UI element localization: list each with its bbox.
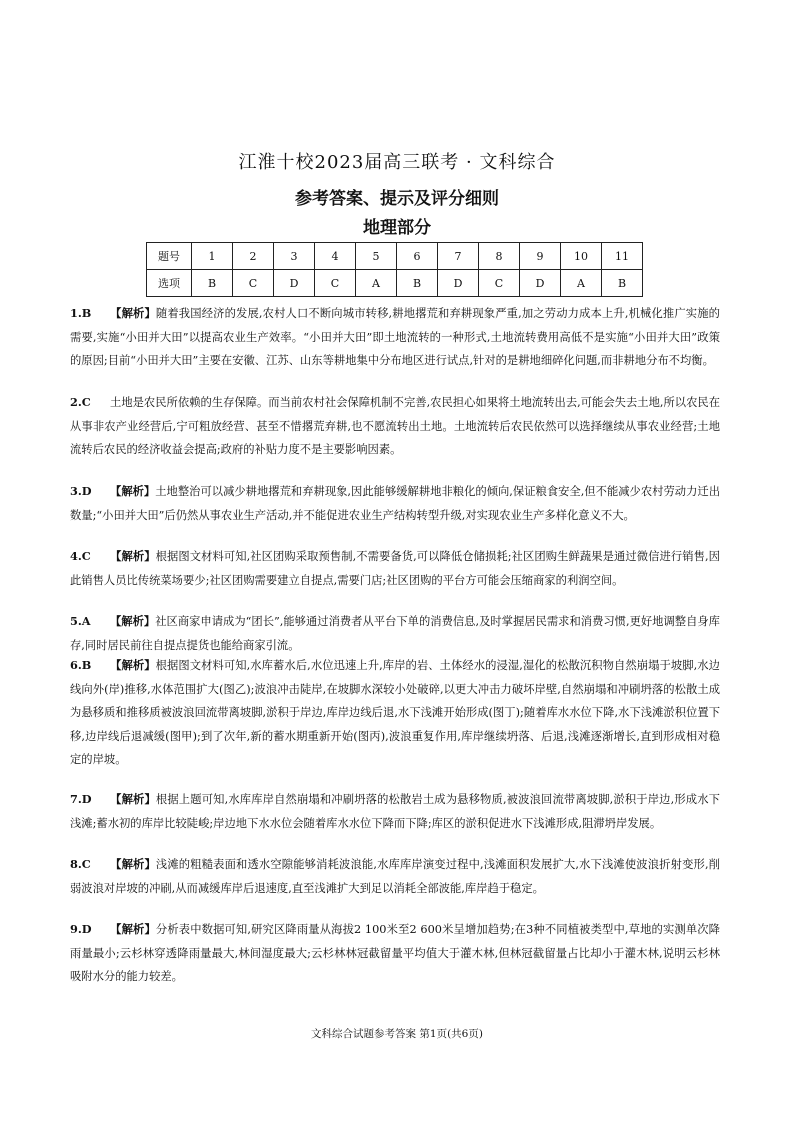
- item-number: 6.B: [70, 658, 92, 672]
- answer-choice: C: [233, 270, 274, 297]
- question-number: 5: [356, 243, 397, 270]
- answer-choice: B: [602, 270, 643, 297]
- item-text: 分析表中数据可知,研究区降雨量从海拔2 100米至2 600米呈增加趋势;在3种不同植被类型中,草地的实测单次降雨量最小;云杉林穿透降雨量最大,林间湿度最大;云杉林林冠截留量平均值大于灌木林,但林冠截留量占比却小于灌木林,说明云杉林吸附水分的能力较差。: [70, 923, 720, 983]
- item-tag: 【解析】: [110, 549, 156, 563]
- answer-table-row-label: 选项: [147, 270, 192, 297]
- explanation-item: [70, 391, 720, 462]
- explanation-item: [70, 788, 720, 835]
- item-number: 9.D: [70, 922, 92, 936]
- question-number: 7: [438, 243, 479, 270]
- question-number: 2: [233, 243, 274, 270]
- page-footer: 文科综合试题参考答案 第1页(共6页): [311, 1028, 483, 1040]
- item-number: 2.C: [70, 395, 91, 409]
- item-text: 浅滩的粗糙表面和透水空隙能够消耗波浪能,水库库岸演变过程中,浅滩面积发展扩大,水下浅滩使波浪折射变形,削弱波浪对岸坡的冲刷,从而减缓库岸后退速度,直至浅滩扩大到足以消耗全部波能,库岸趋于稳定。: [70, 858, 720, 895]
- explanation-item: [70, 853, 720, 900]
- answer-table-answer-row: [147, 270, 643, 297]
- answer-choice: A: [356, 270, 397, 297]
- question-number: 6: [397, 243, 438, 270]
- section-heading: 地理部分: [363, 218, 431, 238]
- item-tag: 【解析】: [110, 658, 156, 672]
- item-text: 根据图文材料可知,水库蓄水后,水位迅速上升,库岸的岩、土体经水的浸湿,湿化的松散沉积物自然崩塌于坡脚,水边线向外(岸)推移,水体范围扩大(图乙);波浪冲击陡岸,在坡脚水深较小处破碎,以更大冲击力破坏岸壁,自然崩塌和冲刷坍落的松散土成为悬移质和推移质被波浪回流带离坡脚,淤积于岸边,库岸边线后退,水下浅滩开始形成(图丁);随着库水水位下降,水下浅滩淤积位置下移,边岸线后退减缓(图甲);到了次年,新的蓄水期重新开始(图丙),波浪重复作用,库岸继续坍落、后退,浅滩逐渐增长,直到形成相对稳定的岸坡。: [70, 659, 720, 766]
- answer-table-number-row: [147, 243, 643, 270]
- item-text: 社区商家申请成为“团长”,能够通过消费者从平台下单的消费信息,及时掌握居民需求和消费习惯,更好地调整自身库存,同时居民前往自提点提货也能给商家引流。: [70, 615, 720, 652]
- explanation-item: [70, 610, 720, 657]
- item-tag: 【解析】: [110, 484, 156, 498]
- item-tag: 【解析】: [110, 922, 156, 936]
- page-title: 江淮十校2023届高三联考 · 文科综合: [238, 152, 556, 173]
- question-number: 1: [192, 243, 233, 270]
- answer-choice: D: [438, 270, 479, 297]
- answer-table: [146, 242, 643, 297]
- item-number: 5.A: [70, 614, 91, 628]
- explanation-item: [70, 545, 720, 592]
- item-number: 4.C: [70, 549, 91, 563]
- answer-choice: B: [397, 270, 438, 297]
- item-tag: 【解析】: [110, 306, 156, 320]
- item-text: 根据上题可知,水库库岸自然崩塌和冲刷坍落的松散岩土成为悬移物质,被波浪回流带离坡脚,淤积于岸边,形成水下浅滩;蓄水初的库岸比较陡峻;岸边地下水水位会随着库水水位下降而下降;库区的淤积促进水下浅滩形成,阻滞坍岸发展。: [70, 793, 720, 830]
- item-text: 根据图文材料可知,社区团购采取预售制,不需要备货,可以降低仓储损耗;社区团购生鲜蔬果是通过微信进行销售,因此销售人员比传统菜场要少;社区团购需要建立自提点,需要门店;社区团购的平台方可能会压缩商家的利润空间。: [70, 550, 720, 587]
- explanation-item: [70, 654, 720, 772]
- item-text: 随着我国经济的发展,农村人口不断向城市转移,耕地撂荒和弃耕现象严重,加之劳动力成本上升,机械化推广实施的需要,实施“小田并大田”以提高农业生产效率。“小田并大田”即土地流转的一种形式,土地流转费用高低不是实施“小田并大田”政策的原因;目前“小田并大田”主要在安徽、江苏、山东等耕地集中分布地区进行试点,针对的是耕地细碎化问题,而非耕地分布不均衡。: [70, 307, 720, 367]
- item-tag: 【解析】: [110, 614, 156, 628]
- answer-choice: B: [192, 270, 233, 297]
- question-number: 4: [315, 243, 356, 270]
- explanation-item: [70, 480, 720, 527]
- item-text: 土地是农民所依赖的生存保障。而当前农村社会保障机制不完善,农民担心如果将土地流转出去,可能会失去土地,所以农民在从事非农产业经营后,宁可粗放经营、甚至不惜撂荒弃耕,也不愿流转出土地。土地流转后农民依然可以选择继续从事农业经营;土地流转后农民的经济收益会提高;政府的补贴力度不是主要影响因素。: [70, 396, 720, 456]
- item-number: 1.B: [70, 306, 92, 320]
- item-number: 8.C: [70, 857, 91, 871]
- explanation-item: [70, 918, 720, 989]
- item-tag: 【解析】: [110, 792, 156, 806]
- item-number: 7.D: [70, 792, 92, 806]
- answer-choice: C: [315, 270, 356, 297]
- page-subtitle: 参考答案、提示及评分细则: [295, 189, 499, 209]
- answer-choice: C: [479, 270, 520, 297]
- item-text: 土地整治可以减少耕地撂荒和弃耕现象,因此能够缓解耕地非粮化的倾向,保证粮食安全,但不能减少农村劳动力迁出数量;“小田并大田”后仍然从事农业生产活动,并不能促进农业生产结构转型升级,对实现农业生产多样化意义不大。: [70, 485, 720, 522]
- item-tag: 【解析】: [110, 857, 156, 871]
- question-number: 9: [520, 243, 561, 270]
- answer-choice: D: [520, 270, 561, 297]
- question-number: 11: [602, 243, 643, 270]
- question-number: 10: [561, 243, 602, 270]
- question-number: 3: [274, 243, 315, 270]
- answer-choice: D: [274, 270, 315, 297]
- explanation-item: [70, 302, 720, 373]
- answer-table-row-label: 题号: [147, 243, 192, 270]
- answer-choice: A: [561, 270, 602, 297]
- item-number: 3.D: [70, 484, 92, 498]
- question-number: 8: [479, 243, 520, 270]
